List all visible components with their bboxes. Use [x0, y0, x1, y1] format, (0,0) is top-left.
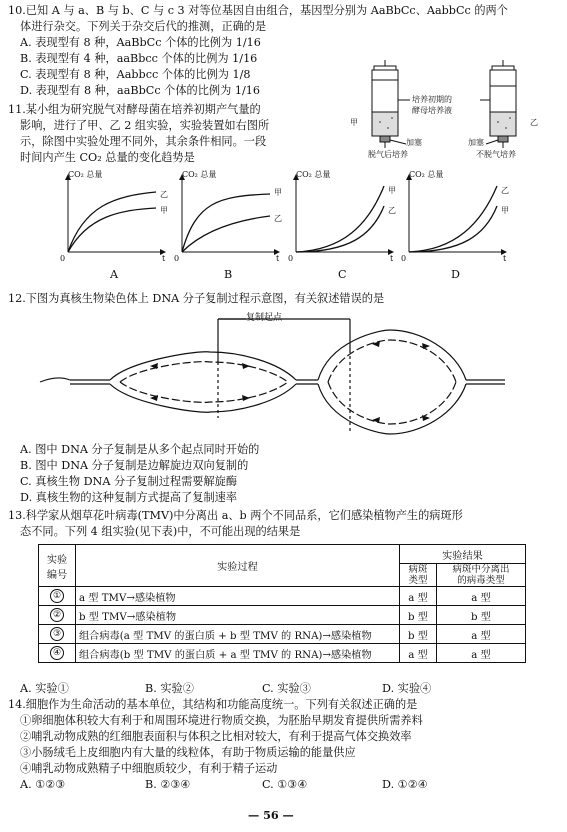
- row-lesion: b 型: [400, 625, 437, 644]
- row-process: a 型 TMV→感染植物: [76, 587, 400, 606]
- q10-option-c: C. 表现型有 8 种，Aabbcc 个体的比例为 1/8: [20, 68, 251, 81]
- table-row: [39, 644, 526, 663]
- q11-medium-label-1: 培养初期的: [412, 95, 452, 104]
- series-upper-label: 甲: [274, 188, 282, 197]
- series-lower-line: [296, 206, 384, 252]
- series-upper-line: [296, 186, 384, 252]
- table-header-row: [39, 545, 526, 564]
- q14-item-3: ③小肠绒毛上皮细胞内有大量的线粒体，有助于物质运输的能量供应: [20, 746, 356, 759]
- row-process: 组合病毒(b 型 TMV 的蛋白质 + a 型 TMV 的 RNA)→感染植物: [76, 644, 400, 663]
- q12-option-b: B. 图中 DNA 分子复制是边解旋边双向复制的: [20, 459, 249, 472]
- row-number: ③: [50, 627, 64, 641]
- q11-stem-line2: 影响，进行了甲、乙 2 组实验，实验装置如右图所: [20, 119, 270, 132]
- origin-label: 0: [60, 254, 66, 263]
- row-number: ①: [50, 589, 64, 603]
- q10-option-d: D. 表现型有 8 种，aaBbCc 个体的比例为 1/16: [20, 84, 260, 97]
- q14-item-4: ④哺乳动物成熟精子中细胞质较少，有利于精子运动: [20, 762, 278, 775]
- row-process: 组合病毒(a 型 TMV 的蛋白质 + b 型 TMV 的 RNA)→感染植物: [76, 625, 400, 644]
- origin-label: 0: [288, 254, 294, 263]
- q11-graph-b: [178, 176, 278, 260]
- graph-letter: C: [338, 268, 347, 281]
- series-lower-label: 甲: [160, 206, 168, 215]
- q12-option-a: A. 图中 DNA 分子复制是从多个起点同时开始的: [20, 443, 260, 456]
- series-lower-line: [68, 208, 156, 252]
- origin-label: 0: [401, 254, 407, 263]
- table-row: [39, 606, 526, 625]
- q11-graph-d: [405, 176, 505, 260]
- row-virus: a 型: [437, 625, 526, 644]
- q13-option-b: B. 实验②: [145, 682, 194, 695]
- q14-option-d: D. ①②④: [382, 778, 428, 791]
- series-lower-line: [409, 206, 497, 252]
- q10-stem-line2: 体进行杂交。下列关于杂交后代的推测，正确的是: [20, 20, 267, 33]
- q13-stem-line2: 态不同。下列 4 组实验(见下表)中，不可能出现的结果是: [20, 525, 301, 538]
- series-upper-line: [182, 194, 270, 252]
- q14-item-1: ①卵细胞体积较大有利于和周围环境进行物质交换，为胚胎早期发育提供所需养料: [20, 714, 423, 727]
- q13-option-c: C. 实验③: [262, 682, 311, 695]
- table-header-number: 实验 编号: [39, 545, 76, 587]
- table-header-virus: 病斑中分离出 的病毒类型: [437, 564, 526, 587]
- q13-stem-line1: 13.科学家从烟草花叶病毒(TMV)中分离出 a、b 两个不同品系，它们感染植物产生的病斑形: [8, 509, 463, 522]
- q13-option-a: A. 实验①: [20, 682, 69, 695]
- x-axis-label: t: [390, 254, 394, 263]
- series-upper-line: [68, 192, 156, 252]
- q14-stem: 14.细胞作为生命活动的基本单位，其结构和功能高度统一。下列有关叙述正确的是: [8, 698, 418, 711]
- q10-option-b: B. 表现型有 4 种，aaBbcc 个体的比例为 1/16: [20, 52, 258, 65]
- series-upper-label: 乙: [160, 190, 168, 199]
- table-row: [39, 625, 526, 644]
- table-header-process: 实验过程: [76, 545, 400, 587]
- x-axis-label: t: [276, 254, 280, 263]
- q11-label-yi: 乙: [530, 118, 538, 127]
- row-lesion: b 型: [400, 606, 437, 625]
- series-lower-label: 乙: [274, 214, 282, 223]
- y-axis-label: CO₂ 总量: [68, 170, 103, 179]
- q13-experiment-table: [38, 544, 526, 663]
- series-lower-label: 乙: [388, 206, 396, 215]
- q11-stem-line4: 时间内产生 CO₂ 总量的变化趋势是: [20, 151, 195, 164]
- q10-stem-line1: 10.已知 A 与 a、B 与 b、C 与 c 3 对等位基因自由组合，基因型分别为 AaBbCc、AabbCc 的两个: [8, 4, 508, 17]
- row-virus: a 型: [437, 587, 526, 606]
- q11-label-jia: 甲: [350, 118, 358, 127]
- q11-medium-label-2: 酵母培养液: [412, 106, 452, 115]
- page-number: — 56 —: [248, 808, 294, 822]
- q10-option-a: A. 表现型有 8 种，AaBbCc 个体的比例为 1/16: [20, 36, 261, 49]
- q14-option-a: A. ①②③: [20, 778, 66, 791]
- table-header-result: 实验结果: [400, 545, 526, 564]
- y-axis-label: CO₂ 总量: [409, 170, 444, 179]
- graph-letter: A: [110, 268, 119, 281]
- q12-origin-label: 复制起点: [246, 313, 283, 323]
- row-virus: a 型: [437, 644, 526, 663]
- q11-stem-line1: 11.某小组为研究脱气对酵母菌在培养初期产气量的: [8, 103, 261, 116]
- series-lower-label: 甲: [501, 206, 509, 215]
- x-axis-label: t: [162, 254, 166, 263]
- graph-letter: D: [451, 268, 460, 281]
- q12-option-c: C. 真核生物 DNA 分子复制过程需要解旋酶: [20, 475, 238, 488]
- row-number: ④: [50, 646, 64, 660]
- q11-caption-right: 不脱气培养: [476, 150, 516, 159]
- series-upper-label: 乙: [501, 186, 509, 195]
- q11-clamp-left: 加塞: [406, 138, 422, 147]
- q12-stem: 12.下图为真核生物染色体上 DNA 分子复制过程示意图，有关叙述错误的是: [8, 292, 385, 305]
- y-axis-label: CO₂ 总量: [182, 170, 217, 179]
- q12-dna-replication-figure: [0, 300, 567, 440]
- q11-graph-a: [64, 176, 164, 260]
- q12-option-d: D. 真核生物的这种复制方式提高了复制速率: [20, 491, 238, 504]
- row-lesion: a 型: [400, 587, 437, 606]
- q11-stem-line3: 示，除图中实验处理不同外，其余条件相同。一段: [20, 135, 267, 148]
- series-upper-line: [409, 186, 497, 252]
- q11-caption-left: 脱气后培养: [368, 150, 408, 159]
- row-lesion: a 型: [400, 644, 437, 663]
- q11-clamp-right: 加塞: [468, 138, 484, 147]
- q14-item-2: ②哺乳动物成熟的红细胞表面积与体积之比相对较大，有利于提高气体交换效率: [20, 730, 412, 743]
- q14-option-b: B. ②③④: [145, 778, 191, 791]
- q13-option-d: D. 实验④: [382, 682, 432, 695]
- series-upper-label: 甲: [388, 186, 396, 195]
- row-number: ②: [50, 608, 64, 622]
- row-virus: b 型: [437, 606, 526, 625]
- graph-letter: B: [224, 268, 233, 281]
- q11-graph-c: [292, 176, 392, 260]
- row-process: b 型 TMV→感染植物: [76, 606, 400, 625]
- table-row: [39, 587, 526, 606]
- origin-label: 0: [174, 254, 180, 263]
- x-axis-label: t: [503, 254, 507, 263]
- y-axis-label: CO₂ 总量: [296, 170, 331, 179]
- q14-option-c: C. ①③④: [262, 778, 308, 791]
- table-header-lesion: 病斑 类型: [400, 564, 437, 587]
